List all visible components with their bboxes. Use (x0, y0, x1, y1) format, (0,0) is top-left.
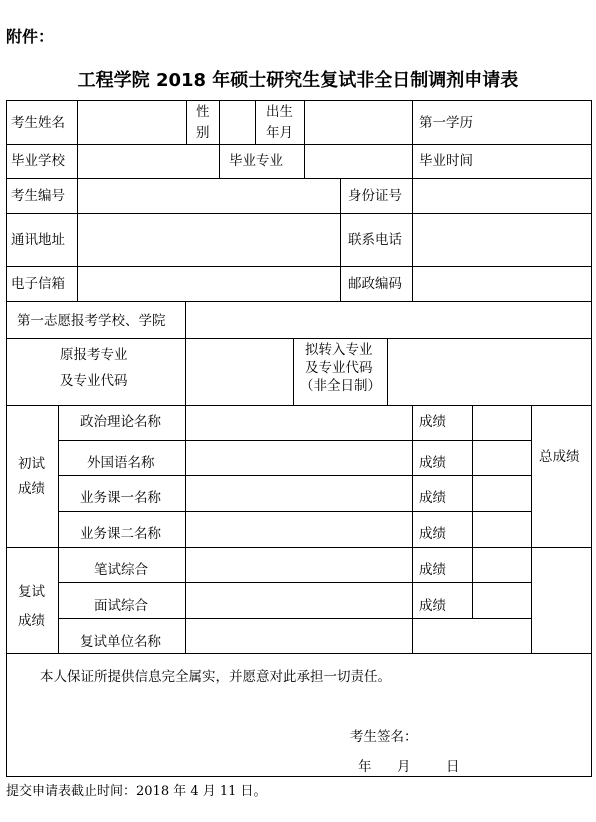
col-divider (293, 338, 294, 405)
label-initial-scores: 初试 (18, 456, 45, 472)
col-divider (185, 301, 186, 405)
label-score: 成绩 (419, 598, 446, 614)
label-gender: 别 (196, 125, 210, 141)
col-divider (304, 100, 305, 178)
label-politics: 政治理论名称 (80, 414, 161, 430)
label-transfer-major: 拟转入专业 (305, 342, 373, 358)
col-divider (412, 100, 413, 301)
label-initial-scores: 成绩 (18, 481, 45, 497)
deadline-note: 提交申请表截止时间：2018 年 4 月 11 日。 (6, 784, 267, 799)
col-divider (255, 100, 256, 144)
table-border-top (6, 100, 592, 101)
label-score: 成绩 (419, 414, 446, 430)
label-first-degree: 第一学历 (419, 115, 473, 131)
row-divider (58, 475, 532, 476)
label-email: 电子信箱 (11, 276, 65, 292)
label-birth: 年月 (266, 125, 293, 141)
col-divider (387, 338, 388, 405)
label-retest-scores: 复试 (18, 584, 45, 600)
date-year: 年 (358, 759, 372, 775)
col-divider (77, 100, 78, 301)
label-postcode: 邮政编码 (348, 276, 402, 292)
col-divider (340, 178, 341, 301)
row-divider (58, 511, 532, 512)
col-divider (219, 100, 220, 178)
label-exam-number: 考生编号 (11, 188, 65, 204)
label-score: 成绩 (419, 490, 446, 506)
col-divider (412, 405, 413, 653)
col-divider (58, 405, 59, 653)
label-graduation-school: 毕业学校 (11, 153, 65, 169)
label-id-number: 身份证号 (348, 188, 402, 204)
label-retest-scores: 成绩 (18, 613, 45, 629)
row-divider (6, 266, 592, 267)
table-border-right (591, 100, 592, 777)
col-divider (531, 405, 532, 653)
label-foreign-language: 外国语名称 (87, 455, 155, 471)
table-border-bottom (6, 776, 592, 777)
col-divider (472, 405, 473, 618)
label-mailing-address: 通讯地址 (11, 232, 65, 248)
label-name: 考生姓名 (11, 115, 65, 131)
form-title: 工程学院 2018 年硕士研究生复试非全日制调剂申请表 (77, 70, 519, 91)
row-divider (6, 338, 592, 339)
label-score: 成绩 (419, 526, 446, 542)
col-divider (186, 100, 187, 144)
label-phone: 联系电话 (348, 232, 402, 248)
label-graduation-major: 毕业专业 (229, 153, 283, 169)
label-score: 成绩 (419, 455, 446, 471)
table-border-left (6, 100, 7, 777)
label-transfer-major: 及专业代码 (305, 360, 373, 376)
label-graduation-time: 毕业时间 (419, 153, 473, 169)
date-day: 日 (446, 759, 460, 775)
label-interview: 面试综合 (94, 598, 148, 614)
label-retest-unit: 复试单位名称 (80, 634, 161, 650)
row-divider (6, 301, 592, 302)
row-divider (6, 213, 592, 214)
row-divider (58, 618, 532, 619)
row-divider (6, 178, 592, 179)
col-divider (185, 405, 186, 653)
label-course-one: 业务课一名称 (80, 490, 161, 506)
label-written-test: 笔试综合 (94, 562, 148, 578)
label-original-major: 原报考专业 (60, 347, 128, 363)
row-divider (58, 582, 532, 583)
label-transfer-major: （非全日制） (300, 378, 381, 394)
label-original-major: 及专业代码 (60, 373, 128, 389)
label-first-choice: 第一志愿报考学校、学院 (17, 313, 166, 329)
row-divider (6, 144, 592, 145)
label-total-score: 总成绩 (539, 449, 580, 465)
label-birth: 出生 (266, 104, 293, 120)
date-month: 月 (397, 759, 411, 775)
row-divider (6, 405, 592, 406)
label-course-two: 业务课二名称 (80, 526, 161, 542)
label-gender: 性 (196, 104, 210, 120)
signature-label: 考生签名： (350, 729, 418, 745)
attachment-label: 附件： (6, 27, 55, 46)
label-score: 成绩 (419, 562, 446, 578)
row-divider (6, 653, 592, 654)
row-divider (58, 440, 532, 441)
declaration-text: 本人保证所提供信息完全属实，并愿意对此承担一切责任。 (40, 669, 391, 685)
row-divider (6, 547, 592, 548)
